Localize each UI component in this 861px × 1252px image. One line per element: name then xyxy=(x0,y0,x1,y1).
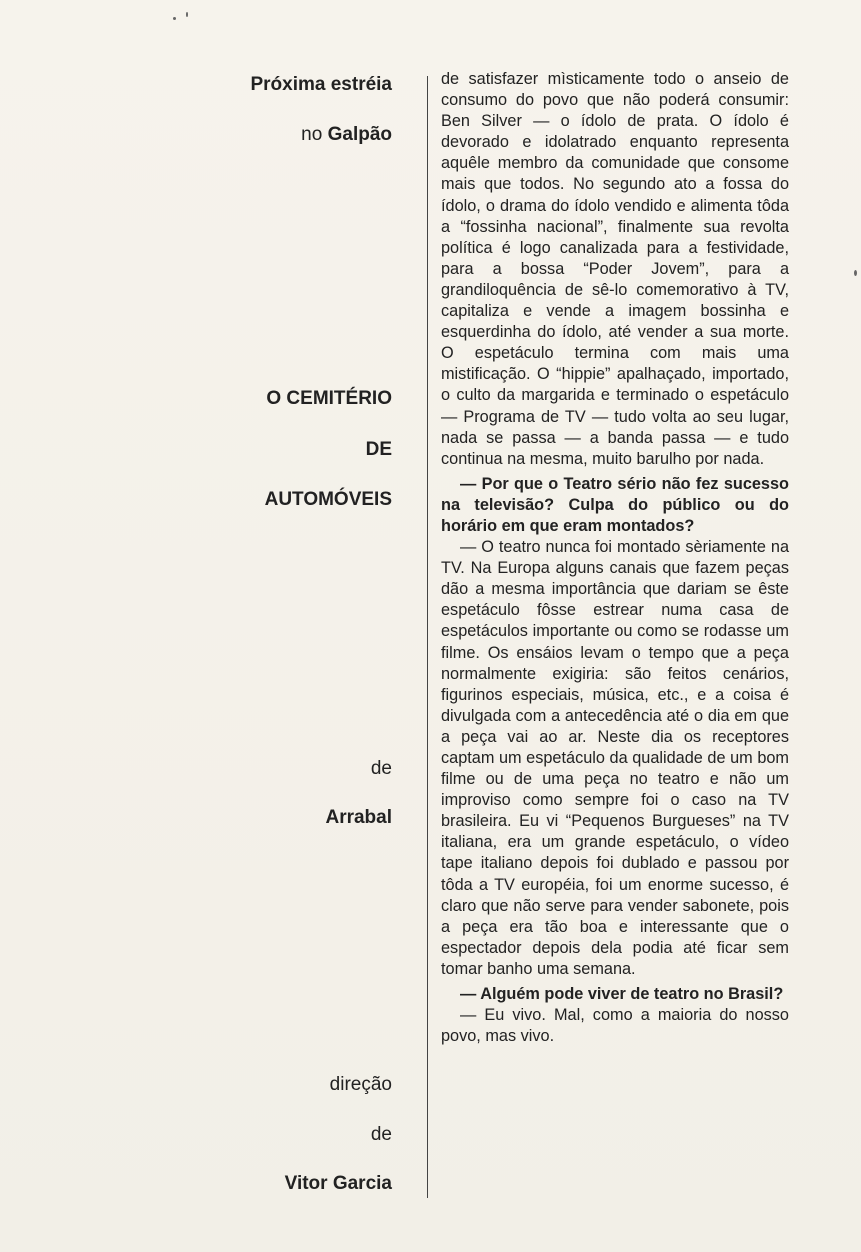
author-name: Arrabal xyxy=(325,807,392,828)
director-preposition: de xyxy=(370,1124,392,1145)
play-title-line-3: AUTOMÓVEIS xyxy=(264,489,392,510)
interview-answer-1: — O teatro nunca foi montado sèriamente na TV. Na Europa alguns canais que fazem peças dão a mesma importância que dariam se êste espetáculo fôsse estrear numa casa de espetáculos importante ou como se rodasse um filme. Os ensáios levam o tempo que a peça normalmente exigiria: são feitos cenários, figurinos especiais, música, etc., e a coisa é divulgada com a antecedência até o dia em que a peça vai ao ar. Neste dia os receptores captam um espetáculo da qualidade de um bom filme ou de uma peça no teatro e não um improviso como sempre foi o caso na TV brasileira. Eu vi “Pequenos Burgueses” na TV italiana, era um grande espetáculo, o vídeo tape italiano depois foi dublado e passou por tôda a TV européia, foi um enorme sucesso, é claro que não serve para vender sabonete, pois a peça era tão boa e interessante que o espectador depois dela podia até ficar sem tomar banho uma semana. xyxy=(441,538,789,978)
ink-speck xyxy=(854,270,857,276)
interview-answer-2: — Eu vivo. Mal, como a maioria do nosso povo, mas vivo. xyxy=(441,1006,789,1046)
interview-question-2: — Alguém pode viver de teatro no Brasil? xyxy=(460,985,784,1004)
venue-line xyxy=(301,124,392,146)
play-title-line-1: O CEMITÉRIO xyxy=(266,388,392,409)
venue-name: Galpão xyxy=(327,124,392,145)
direction-label: direção xyxy=(329,1074,392,1095)
column-divider xyxy=(427,76,428,1198)
paragraph-continuation: de satisfazer mìsticamente todo o anseio de consumo do povo que não poderá consumir: Ben Silver — o ídolo de prata. O ídolo é devorado e idolatrado enquanto representa aquêle membro da comunidade que consome mais que todos. No segundo ato a fossa do ídolo, o drama do ídolo vendido e alimenta tôda a “fossinha nacional”, finalmente sua revolta política é logo canalizada para a festividade, para a bossa “Poder Jovem”, para a grandiloquência de sê-lo comemorativo à TV, capitaliza e vende a imagem bossinha e esquerdinha do ídolo, até vender a sua morte. O espetáculo termina com mais uma mistificação. O “hippie” apalhaçado, importado, o culto da margarida e terminado o espetáculo — Programa de TV — tudo volta ao seu lugar, nada se passa — a banda passa — e tudo continua na mesma, muito barulho por nada. xyxy=(441,70,789,468)
premiere-heading: Próxima estréia xyxy=(250,74,392,95)
director-name: Vitor Garcia xyxy=(284,1173,392,1194)
play-title-line-2: DE xyxy=(365,439,392,460)
author-preposition: de xyxy=(370,758,392,779)
venue-prefix: no xyxy=(301,124,323,145)
interview-question-1: — Por que o Teatro sério não fez sucesso na televisão? Culpa do público ou do horário em que eram montados? xyxy=(441,474,789,535)
interview-column xyxy=(441,69,789,1047)
announcement-column xyxy=(150,0,392,1252)
